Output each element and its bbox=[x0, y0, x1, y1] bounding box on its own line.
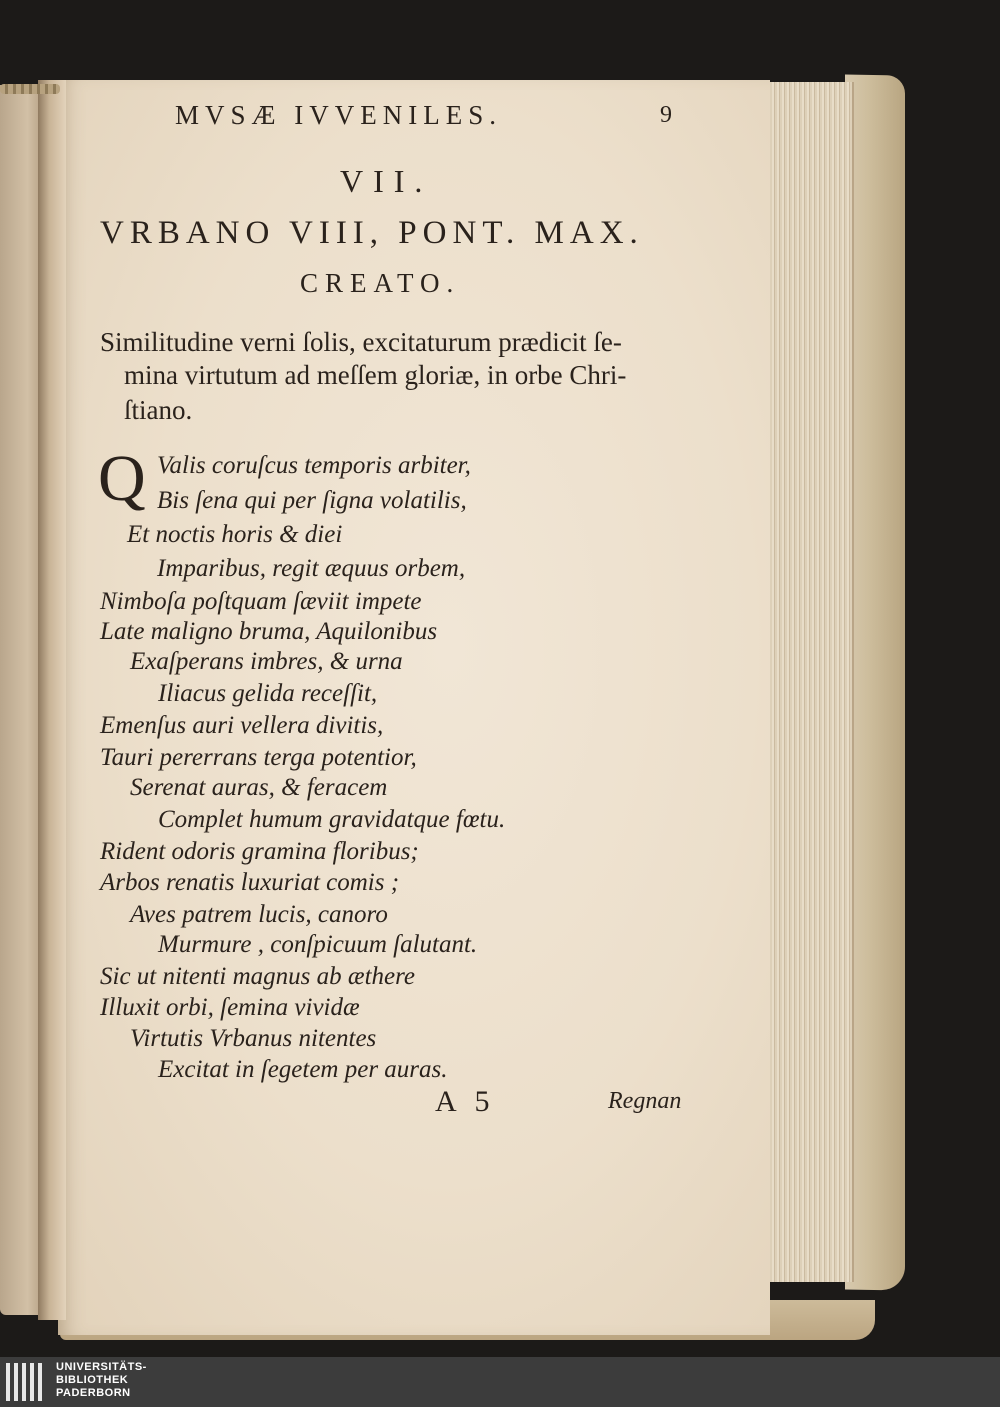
verse-line: Virtutis Vrbanus nitentes bbox=[130, 1025, 377, 1052]
verse-line: Bis ſena qui per ſigna volatilis, bbox=[157, 487, 467, 514]
verse-line: Aves patrem lucis, canoro bbox=[130, 901, 388, 928]
verse-line: Emenſus auri vellera divitis, bbox=[100, 712, 384, 739]
verse-line: Serenat auras, & feracem bbox=[130, 774, 388, 801]
logo-line: BIBLIOTHEK bbox=[56, 1374, 129, 1386]
argument-line: Similitudine verni ſolis, excitaturum prædicit ſe- bbox=[100, 327, 622, 357]
page-fore-edge bbox=[762, 82, 854, 1282]
drop-cap: Q bbox=[98, 442, 146, 515]
verse-line: Excitat in ſegetem per auras. bbox=[158, 1056, 448, 1083]
verse-line: Rident odoris gramina floribus; bbox=[100, 838, 419, 865]
verse-line: Murmure , conſpicuum ſalutant. bbox=[158, 931, 478, 958]
running-head: MVSÆ IVVENILES. bbox=[175, 100, 503, 130]
argument-line: ſtiano. bbox=[124, 395, 193, 425]
library-logo-icon bbox=[6, 1363, 46, 1401]
verse-line: Tauri pererrans terga potentior, bbox=[100, 744, 417, 771]
argument-line: mina virtutum ad meſſem gloriæ, in orbe Chri- bbox=[124, 360, 627, 390]
logo-line: UNIVERSITÄTS- bbox=[56, 1361, 147, 1373]
verse-line: Exaſperans imbres, & urna bbox=[130, 648, 403, 675]
poem-title-line-2: CREATO. bbox=[300, 268, 461, 298]
verse-line: Valis coruſcus temporis arbiter, bbox=[157, 452, 471, 479]
page-number: 9 bbox=[660, 102, 672, 128]
verse-line: Imparibus, regit æquus orbem, bbox=[157, 555, 466, 582]
logo-line: PADERBORN bbox=[56, 1387, 131, 1399]
verse-line: Complet humum gravidatque fœtu. bbox=[158, 806, 506, 833]
catchword: Regnan bbox=[608, 1088, 682, 1114]
gutter-shadow bbox=[38, 80, 66, 1320]
binding-thread bbox=[0, 84, 60, 94]
verse-line: Arbos renatis luxuriat comis ; bbox=[100, 869, 400, 896]
verse-line: Et noctis horis & diei bbox=[127, 521, 343, 548]
verse-line: Iliacus gelida receſſit, bbox=[158, 680, 378, 707]
vellum-cover-edge bbox=[845, 74, 905, 1290]
verse-line: Sic ut nitenti magnus ab æthere bbox=[100, 963, 416, 990]
footer-bar bbox=[0, 1357, 1000, 1407]
poem-title-line-1: VRBANO VIII, PONT. MAX. bbox=[100, 215, 644, 251]
poem-number: VII. bbox=[340, 163, 433, 199]
library-logo-text bbox=[56, 1361, 147, 1400]
verse-line: Nimboſa poſtquam ſæviit impete bbox=[100, 588, 422, 615]
signature-mark: A 5 bbox=[435, 1085, 496, 1118]
verse-line: Illuxit orbi, ſemina vividæ bbox=[100, 994, 360, 1021]
verse-line: Late maligno bruma, Aquilonibus bbox=[100, 618, 438, 645]
